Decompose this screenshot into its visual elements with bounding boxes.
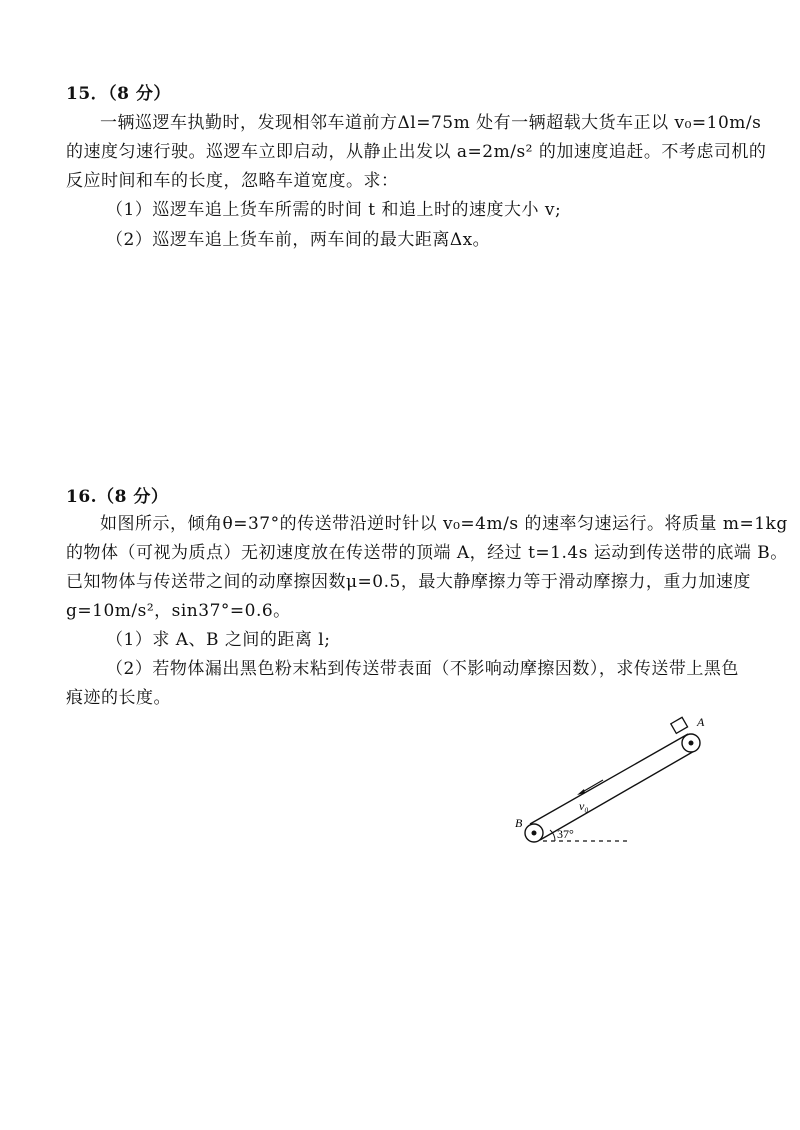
q16-line-2: 的物体（可视为质点）无初速度放在传送带的顶端 A，经过 t=1.4s 运动到传送带的底端 B。 — [66, 543, 788, 563]
q16-line-7: 痕迹的长度。 — [66, 688, 171, 708]
q16-line-1: 如图所示，倾角θ=37°的传送带沿逆时针以 v₀=4m/s 的速率匀速运行。将质量 m=1kg — [100, 514, 788, 534]
q16-part-1: （1）求 A、B 之间的距离 l; — [106, 630, 331, 650]
q16-line-3: 已知物体与传送带之间的动摩擦因数μ=0.5，最大静摩擦力等于滑动摩擦力，重力加速度 — [66, 572, 751, 592]
q16-part-2: （2）若物体漏出黑色粉末粘到传送带表面（不影响动摩擦因数），求传送带上黑色 — [106, 659, 739, 679]
q15-line-3: 反应时间和车的长度，忽略车道宽度。求： — [66, 171, 399, 191]
conveyor-belt-diagram — [505, 712, 715, 852]
label-v0: v₀ — [579, 799, 589, 813]
q15-part-1: （1）巡逻车追上货车所需的时间 t 和追上时的速度大小 v; — [106, 200, 562, 220]
label-a: A — [697, 715, 705, 729]
block-object — [671, 717, 688, 733]
q15-line-1: 一辆巡逻车执勤时，发现相邻车道前方Δl=75m 处有一辆超载大货车正以 v₀=10m/s — [100, 113, 762, 133]
q16-header: 16.（8 分） — [66, 487, 169, 507]
belt-top-edge — [530, 734, 688, 824]
q15-header: 15．（8 分） — [66, 84, 171, 104]
roller-a-axle — [689, 741, 694, 746]
conveyor-belt-svg — [505, 712, 715, 852]
label-angle: 37° — [557, 827, 574, 841]
label-b: B — [515, 816, 523, 830]
roller-b-axle — [532, 831, 537, 836]
q15-line-2: 的速度匀速行驶。巡逻车立即启动，从静止出发以 a=2m/s² 的加速度追赶。不考虑司机的 — [66, 142, 767, 162]
q16-line-4: g=10m/s²，sin37°=0.6。 — [66, 601, 291, 621]
q15-part-2: （2）巡逻车追上货车前，两车间的最大距离Δx。 — [106, 230, 491, 250]
